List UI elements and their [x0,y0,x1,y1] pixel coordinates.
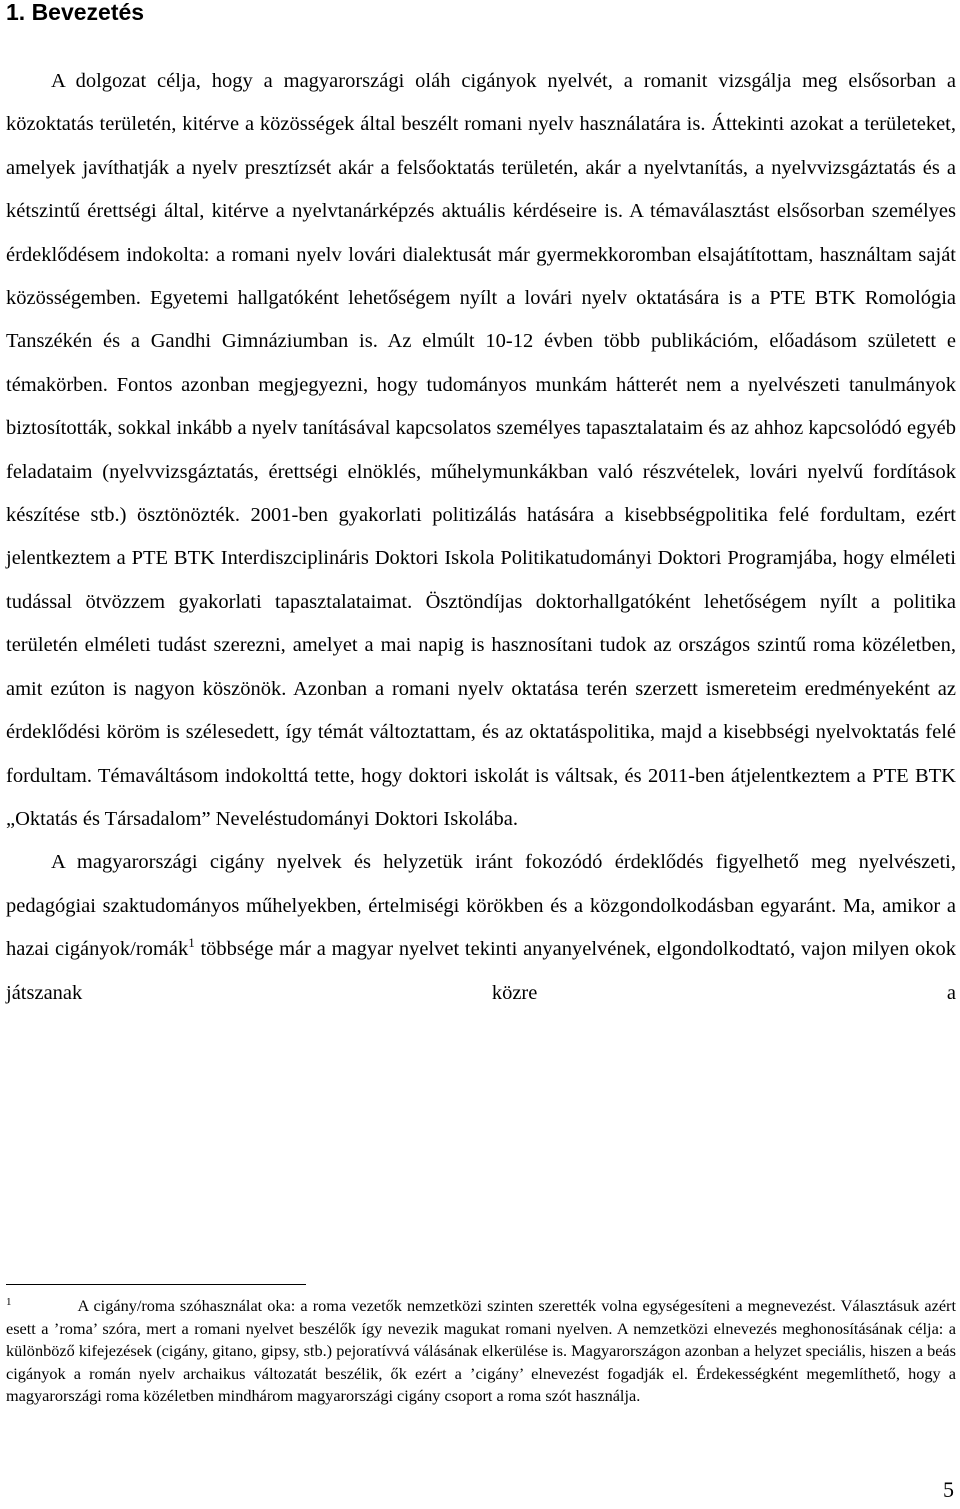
paragraph-2-part-1: A magyarországi cigány nyelvek és helyzetük iránt fokozódó érdeklődés figyelhető meg nyelvészeti, pedagógiai szaktudományos műhelyekben, értelmiségi körökben és a közgondolkodásban egyaránt. Ma, amikor a hazai cigányok/romák [6,851,956,961]
footnote [6,1295,956,1408]
paragraph-2-part-2: többsége már a magyar nyelvet tekinti anyanyelvének, elgondolkodtató, vajon milyen okok játszanak közre a [6,938,956,1004]
paragraph-2 [6,841,956,1015]
section-heading: 1. Bevezetés [6,0,145,25]
body-text [6,60,956,1015]
footnote-separator [6,1284,306,1285]
footnote-number: 1 [6,1296,12,1308]
page-number: 5 [943,1477,954,1502]
paragraph-1: A dolgozat célja, hogy a magyarországi oláh cigányok nyelvét, a romanit vizsgálja meg elsősorban a közoktatás területén, kitérve a közösségek által beszélt romani nyelv használatára is. Áttekinti azokat a területeket, amelyek javíthatják a nyelv presztízsét akár a felsőoktatás területén, akár a nyelvtanítás, a nyelvvizsgáztatás és a kétszintű érettségi által, kitérve a nyelvtanárképzés aktuális kérdéseire is. A témaválasztást elsősorban személyes érdeklődésem indokolta: a romani nyelv lovári dialektusát már gyermekkoromban elsajátítottam, használtam saját közösségemben. Egyetemi hallgatóként lehetőségem nyílt a lovári nyelv oktatására is a PTE BTK Romológia Tanszékén és a Gandhi Gimnáziumban is. Az elmúlt 10-12 évben több publikációm, előadásom született e témakörben. Fontos azonban megjegyezni, hogy tudományos munkám hátterét nem a nyelvészeti tanulmányok biztosították, sokkal inkább a nyelv tanításával kapcsolatos személyes tapasztalataim és az ahhoz kapcsolódó egyéb feladataim (nyelvvizsgáztatás, érettségi elnöklés, műhelymunkákban való részvételek, lovári nyelvű fordítások készítése stb.) ösztönözték. 2001-ben gyakorlati politizálás hatására a kisebbségpolitika felé fordultam, ezért jelentkeztem a PTE BTK Interdiszciplináris Doktori Iskola Politikatudományi Doktori Programjába, hogy elméleti tudással ötvözzem gyakorlati tapasztalataimat. Ösztöndíjas doktorhallgatóként lehetőségem nyílt a politika területén elméleti tudást szerezni, amelyet a mai napig is hasznosítani tudok az országos szintű roma közéletben, amit ezúton is nagyon köszönök. Azonban a romani nyelv oktatása terén szerzett ismereteim eredményeként az érdeklődési köröm is szélesedett, így témát változtattam, és az oktatáspolitika, majd a kisebbségi nyelvoktatás felé fordultam. Témaváltásom indokolttá tette, hogy doktori iskolát is váltsak, és 2011-ben átjelentkeztem a PTE BTK „Oktatás és Társadalom” Neveléstudományi Doktori Iskolába. [6,70,956,830]
footnote-reference[interactable]: 1 [188,935,195,951]
footnote-text: A cigány/roma szóhasználat oka: a roma vezetők nemzetközi szinten szerették volna egységesíteni a megnevezést. Választásuk azért esett a ’roma’ szóra, mert a romani nyelvet beszélők így nevezik magukat romani nyelven. A nemzetközi elnevezés meghonosításának célja: a különböző kifejezések (cigány, gitano, gipsy, stb.) pejoratívvá válásának elkerülése is. Magyarországon azonban a helyzet speciális, hiszen a beás cigányok a román nyelv archaikus változatát beszélik, ők ezért a ’cigány’ elnevezést fogadják el. Érdekességként megemlíthető, hogy a magyarországi roma közéletben mindhárom magyarországi cigány csoport a roma szót használja. [6,1296,956,1406]
